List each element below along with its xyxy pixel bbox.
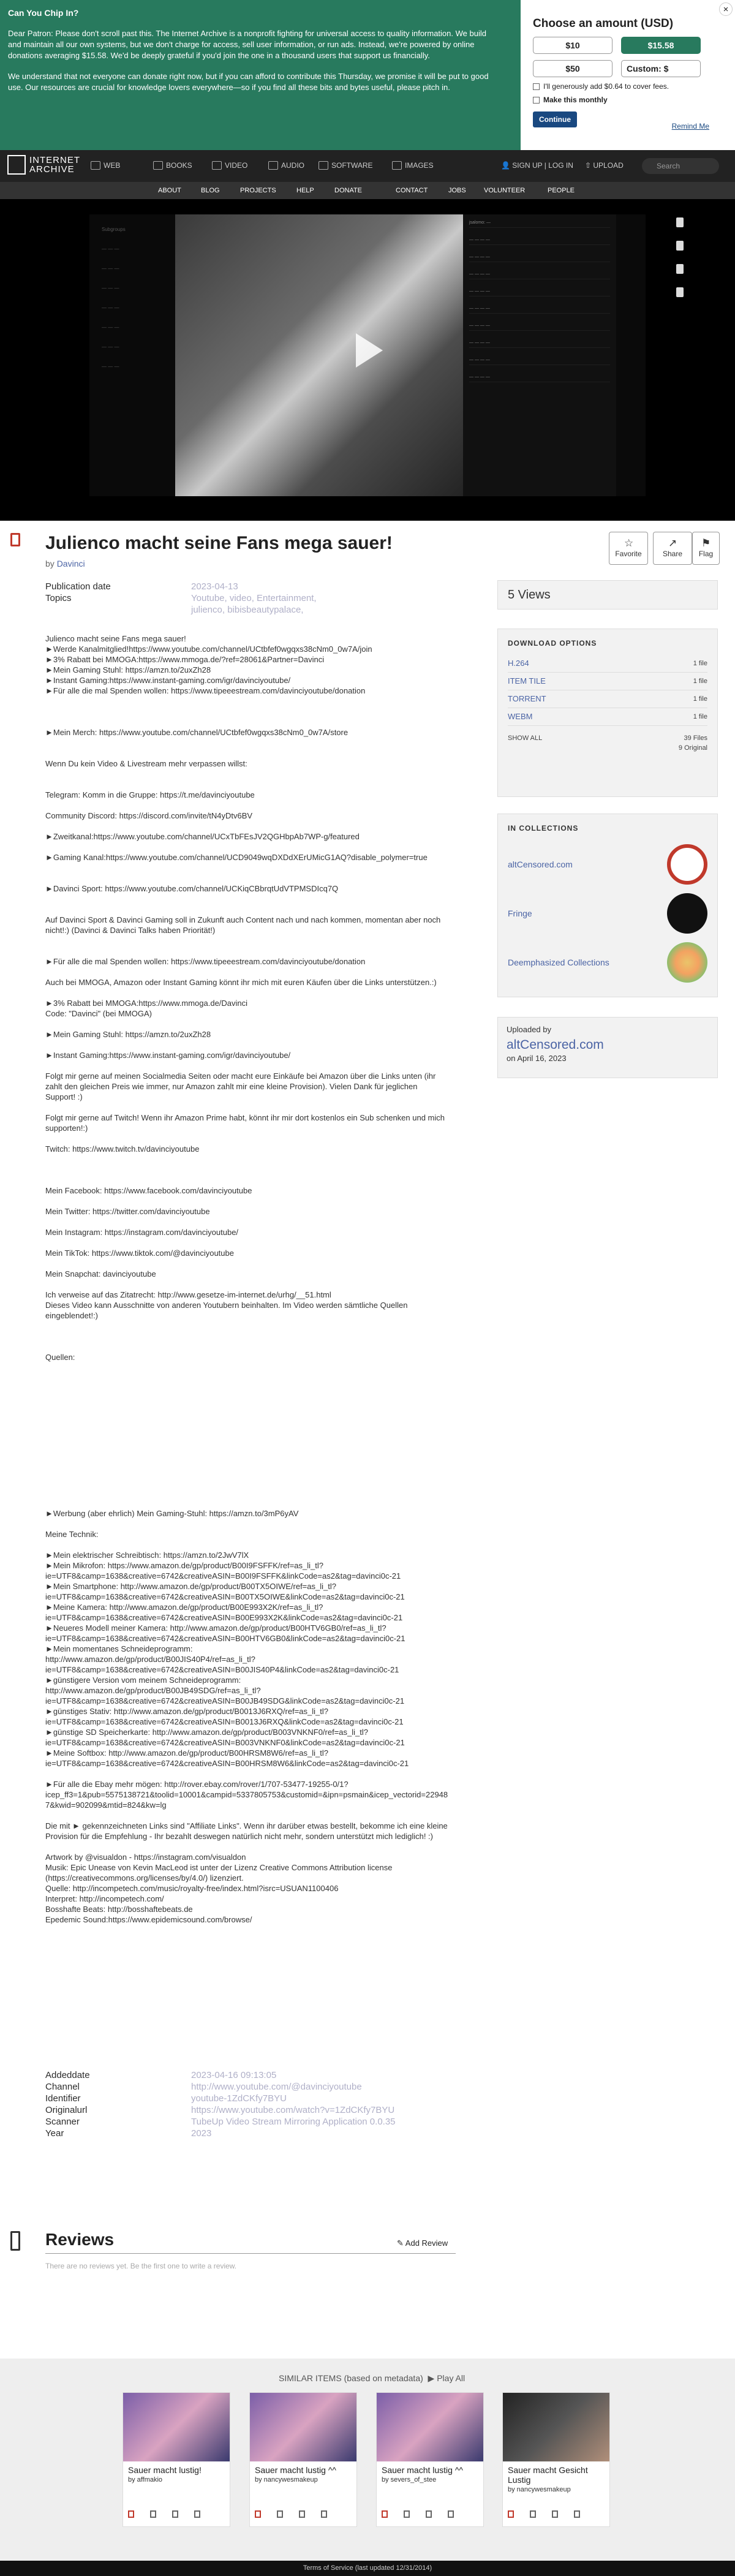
similar-card[interactable] [249,2392,357,2527]
in-collections [497,814,718,997]
signup-login-link[interactable]: 👤 SIGN UP | LOG IN [501,161,573,170]
sub-nav [0,182,735,199]
theatre-tools [676,217,684,311]
comment-line: — — — — [469,238,610,245]
download-h264-link[interactable]: H.264 [508,659,529,668]
donation-banner [0,0,735,150]
nav-books[interactable] [153,161,192,170]
reviews-icon [194,2510,200,2518]
cover-fees-checkbox[interactable] [533,82,723,91]
card-thumbnail [123,2393,230,2461]
nav-web[interactable] [91,161,120,170]
meta-value: TubeUp Video Stream Mirroring Application 0.0.35 [191,2117,396,2127]
card-uploader: by nancywesmakeup [255,2476,318,2483]
tool-icon[interactable] [676,217,684,227]
nav-video[interactable] [212,161,247,170]
meta-key: Channel [45,2082,80,2092]
nav-software[interactable] [318,161,373,170]
nav-video-label: VIDEO [225,161,248,170]
uploaded-by [497,1017,718,1078]
download-itemtile-link[interactable]: ITEM TILE [508,676,546,686]
video-player[interactable] [89,214,646,496]
card-stats [255,2510,327,2518]
card-title: Sauer macht lustig ^^ [382,2465,463,2475]
reviews-title: Reviews [45,2230,115,2249]
file-count: 1 file [693,695,707,703]
play-all-link[interactable]: Play All [437,2373,466,2383]
audio-icon [268,161,278,170]
comment-line: — — — — [469,255,610,262]
views-icon [404,2510,410,2518]
nav-software-label: SOFTWARE [331,161,373,170]
amount-50-button[interactable]: $50 [533,60,612,77]
card-uploader: by nancywesmakeup [508,2486,571,2493]
collection-link[interactable]: altCensored.com [508,859,573,869]
by-label: by [45,559,55,568]
logo-line-2: ARCHIVE [29,164,75,175]
nav-books-label: BOOKS [166,161,192,170]
reviews-icon [10,2231,20,2251]
left-list-item: — — — [102,266,119,271]
building-icon [7,155,26,175]
item-description: Julienco macht seine Fans mega sauer! ►Werde Kanalmitglied!https://www.youtube.com/channel/UCtbfef0wgqxs38cNm0_0w7A/join ►3% Rabatt bei MMOGA:https://www.mmoga.de/?ref=28061&Partner=Davinci ►Mein Gaming Stuhl: https://amzn.to/2uxZh28 ►Instant Gaming:https://www.instant-gaming.com/igr/davinciyoutube/ ►Für alle die mal Spenden wollen: https://www.tipeeestream.com/davinciyoutube/donation ►Mein Merch: https://www.youtube.com/channel/UCtbfef0wgqxs38cNm0_0w7A/store Wenn Du kein Video & Livestream mehr verpassen willst: Telegram: Komm in die Gruppe: https://t.me/davinciyoutube Community Discord: https://discord.com/invite/tN4yDtv6BV ►Zweitkanal:https://www.youtube.com/channel/UCxTbFEsJV2QGHbpAb7WP-g/featured ►Gaming Kanal:https://www.youtube.com/channel/UCD9049wqDXDdXErUMicG1AQ?disable_polymer=true ►Davinci Sport: https://www.youtube.com/channel/UCKiqCBbrqtUdVTPMSDIcq7Q Auf Davinci Sport & Davinci Gaming soll in Zukunft auch Content nach und nach kommen, momentan aber noch nicht!:) (Davinci & Davinci Talks haben Priorität!) ►Für alle die mal Spenden wollen: https://www.tipeeestream.com/davinciyoutube/donation Auch bei MMOGA, Amazon oder Instant Gaming könnt ihr mich mit euren Käufen über die Links unterstützen.:) ►3% Rabatt bei MMOGA:https://www.mmoga.de/Davinci Code: "Davinci" (bei MMOGA) ►Mein Gaming Stuhl: https://amzn.to/2uxZh28 ►Instant Gaming:https://www.instant-gaming.com/igr/davinciyoutube/ Folgt mir gerne auf meinen Socialmedia Seiten oder macht eure Einkäufe bei Amazon über die Links unten (ihr zahlt den gleichen Preis wie immer, nur Amazon zahlt mir eine kleine Provision). Vielen Dank für jeglichen Support! :) Folgt mir gerne auf Twitch! Wenn ihr Amazon Prime habt, könnt ihr mir dort kostenlos ein Sub schenken und mich supporten!:) Twitch: https://www.twitch.tv/davinciyoutube Mein Facebook: https://www.facebook.com/davinciyoutube Mein Twitter: https://twitter.com/davinciyoutube Mein Instagram: https://instagram.com/davinciyoutube/ Mein TikTok: https://www.tiktok.com/@davinciyoutube Mein Snapchat: davinciyoutube Ich verweise auf das Zitatrecht: http://www.gesetze-im-internet.de/urhg/__51.html Dieses Video kann Ausschnitte von anderen Youtubern beinhalten. Im Video werden sämtliche Quellen eingeblendet!:) Quellen: ►Werbung (aber ehrlich) Mein Gaming-Stuhl: https://amzn.to/3mP6yAV Meine Technik: ►Mein elektrischer Schreibtisch: https://amzn.to/2JwV7lX ►Mein Mikrofon: https://www.amazon.de/gp/product/B00I9FSFFK/ref=as_li_tl?ie=UTF8&camp=1638&creative=6742&creativeASIN=B00I9FSFFK&linkCode=as2&tag=davinci0c-21 ►Mein Smartphone: http://www.amazon.de/gp/product/B00TX5OIWE/ref=as_li_tl?ie=UTF8&camp=1638&creative=6742&creativeASIN=B00TX5OIWE&linkCode=as2&tag=davinci0c-21 ►Meine Kamera: http://www.amazon.de/gp/product/B00E993X2K/ref=as_li_tl?ie=UTF8&camp=1638&creative=6742&creativeASIN=B00E993X2K&linkCode=as2&tag=davinci0c-21 ►Neueres Modell meiner Kamera: http://www.amazon.de/gp/product/B00HTV6GB0/ref=as_li_tl?ie=UTF8&camp=1638&creative=6742&creativeASIN=B00HTV6GB0&linkCode=as2&tag=davinci0c-21 ►Mein momentanes Schneideprogramm: http://www.amazon.de/gp/product/B00JIS40P4/ref=as_li_tl?ie=UTF8&camp=1638&creative=6742&creativeASIN=B00JIS40P4&linkCode=as2&tag=davinci0c-21 ►günstigere Version vom meinem Schneideprogramm: http://www.amazon.de/gp/product/B00JB49SDG/ref=as_li_tl?ie=UTF8&camp=1638&creative=6742&creativeASIN=B00JB49SDG&linkCode=as2&tag=davinci0c-21 ►günstiges Stativ: http://www.amazon.de/gp/product/B0013J6RXQ/ref=as_li_tl?ie=UTF8&camp=1638&creative=6742&creativeASIN=B0013J6RXQ&linkCode=as2&tag=davinci0c-21 ►günstige SD Speicherkarte: http://www.amazon.de/gp/product/B003VNKNF0/ref=as_li_tl?ie=UTF8&camp=1638&creative=6742&creativeASIN=B003VNKNF0&linkCode=as2&tag=davinci0c-21 ►Meine Softbox: http://www.amazon.de/gp/product/B00HRSM8W6/ref=as_li_tl?ie=UTF8&camp=1638&creative=6742&creativeASIN=B00HRSM8W6&linkCode=as2&tag=davinci0c-21 ►Für alle die Ebay mehr mögen: http://rover.ebay.com/rover/1/707-53477-19255-0/1?icep_ff3=1&pub=5575138721&toolid=10001&campid=5337805753&customid=&ipn=psmain&icep_vectorid=229487&kwid=902099&mtid=824&kw=lg Die mit ► gekennzeichneten Links sind "Affiliate Links". Wenn ihr darüber etwas bestellt, bekomme ich eine kleine Provision für die Empfehlung - Ihr bezahlt deswegen natürlich nicht mehr, sondern unterstützt mich lediglich! :) Artwork by @visualdon - https://instagram.com/visualdon Musik: Epic Unease von Kevin MacLeod ist unter der Lizenz Creative Commons Attribution license (https://creativecommons.org/licenses/by/4.0/) lizenziert. Quelle: http://incompetech.com/music/royalty-free/index.html?isrc=USUAN1100406 Interpret: http://incompetech.com/ Bosshafte Beats: http://bosshaftebeats.de Epedemic Sound:https://www.epidemicsound.com/browse/ [45,634,448,1924]
meta-key: Identifier [45,2093,81,2104]
files-count: 39 Files [684,735,707,742]
add-review-button[interactable]: ✎ Add Review [397,2238,448,2248]
uploader-link[interactable]: altCensored.com [507,1038,604,1052]
flag-label: Flag [698,550,714,558]
comment-line: — — — — [469,272,610,279]
images-icon [392,161,402,170]
footer-terms[interactable]: Terms of Service (last updated 12/31/2014) [0,2561,735,2576]
comment-line: — — — — [469,358,610,365]
left-list-item: Subgroups [102,227,126,232]
nav-images-label: IMAGES [405,161,434,170]
favorites-icon [299,2510,305,2518]
web-icon [91,161,100,170]
books-icon [153,161,163,170]
amount-15-button[interactable]: $15.58 [621,37,701,54]
subnav-donate[interactable]: DONATE [334,187,363,194]
show-all-link[interactable]: SHOW ALL [508,735,543,742]
file-count: 1 file [693,713,707,720]
card-thumbnail [503,2393,609,2461]
tool-icon[interactable] [676,287,684,297]
reviews-icon [321,2510,327,2518]
player-left-list [102,227,163,383]
movie-icon [128,2510,134,2518]
card-stats [508,2510,580,2518]
download-heading: DOWNLOAD OPTIONS [508,639,597,648]
left-list-item: — — — [102,344,119,350]
movie-icon [255,2510,261,2518]
favorite-label: Favorite [615,550,642,558]
star-icon: ☆ [624,537,634,549]
donation-para-2: We understand that not everyone can donate right now, but if you can afford to contribute this Thursday, we promise it will be put to good use. Our resources are crucial for knowledge lovers everywhere—so if you find all these bits and bytes useful, please pitch in. [8,72,489,92]
flag-icon: ⚑ [701,537,711,549]
video-frame [175,214,469,496]
original-url-link[interactable]: https://www.youtube.com/watch?v=1ZdCKfy7BYU [191,2105,395,2115]
collection-item[interactable] [508,889,707,938]
original-count: 9 Original [678,744,707,752]
download-row [508,708,707,726]
left-list-item: — — — [102,325,119,330]
nav-audio-label: AUDIO [281,161,305,170]
topics-value[interactable]: Youtube, video, Entertainment, julienco, bibisbeautypalace, [191,593,317,615]
comment-line: — — — — [469,323,610,331]
archive-logo[interactable] [7,155,80,175]
subnav-blog[interactable]: BLOG [201,187,220,194]
no-reviews-text: There are no reviews yet. Be the first one to write a review. [45,2262,237,2270]
video-icon [212,161,222,170]
donation-panel [521,0,735,150]
download-torrent-link[interactable]: TORRENT [508,694,546,703]
download-row [508,690,707,708]
item-metadata [45,581,320,616]
card-thumbnail [377,2393,483,2461]
comment-line: jsalomo: — [469,221,610,228]
download-row [508,655,707,673]
comment-line: — — — — [469,341,610,348]
download-options [497,629,718,797]
similar-card[interactable] [123,2392,230,2527]
meta-key: Year [45,2128,64,2139]
meta-key: Addeddate [45,2070,90,2080]
views-icon [150,2510,156,2518]
donation-text [8,28,489,103]
upload-label: UPLOAD [593,161,624,170]
add-review-label: Add Review [405,2238,448,2248]
comment-line: — — — — [469,289,610,297]
fringe-thumb [667,893,707,934]
continue-button[interactable]: Continue [533,111,577,127]
top-nav [0,150,735,182]
download-row [508,673,707,690]
file-count: 1 file [693,660,707,667]
collection-item[interactable] [508,840,707,889]
subnav-about[interactable]: ABOUT [158,187,181,194]
left-list-item: — — — [102,246,119,252]
remind-me-link[interactable]: Remind Me [671,122,709,130]
cover-fees-label: I'll generously add $0.64 to cover fees. [543,82,669,91]
card-uploader: by severs_of_stee [382,2476,437,2483]
video-theatre [0,199,735,521]
play-icon[interactable] [356,333,383,368]
close-icon[interactable]: × [719,2,733,16]
meta-key: Scanner [45,2117,80,2127]
uploaded-by-label: Uploaded by [507,1025,551,1034]
collection-link[interactable]: Deemphasized Collections [508,958,609,967]
share-button[interactable] [653,532,692,565]
card-uploader: by affmakio [128,2476,163,2483]
similar-heading-label: SIMILAR ITEMS (based on metadata) [279,2373,423,2383]
subnav-volunteer[interactable]: VOLUNTEER [484,187,526,194]
collection-link[interactable]: Fringe [508,908,532,918]
author-link[interactable]: Davinci [56,559,85,568]
similar-heading: SIMILAR ITEMS (based on metadata) ▶ Play All [279,2373,466,2383]
card-title: Sauer macht lustig ^^ [255,2465,336,2475]
monthly-label: Make this monthly [543,96,608,104]
software-icon [318,161,328,170]
favorites-icon [552,2510,558,2518]
choose-amount-heading: Choose an amount (USD) [533,17,674,30]
topics-label: Topics [45,593,72,603]
collection-item[interactable] [508,938,707,987]
comment-line: — — — — [469,306,610,314]
comment-line: — — — — [469,375,610,382]
share-icon: ↗ [668,537,677,549]
item-extra-metadata [45,2069,450,2139]
nav-images[interactable] [392,161,434,170]
pubdate-value: 2023-04-13 [191,581,238,592]
donation-para-1: Dear Patron: Please don't scroll past this. The Internet Archive is a nonprofit fighting for universal access to quality information. We build and maintain all our own systems, but we don't charge for access, sell user information, or run ads. Instead, we're powered by online donations averaging $15.58. We'd be deeply grateful if you'd join the one in a thousand users that support us financially. [8,29,486,60]
item-author [45,559,85,568]
pubdate-label: Publication date [45,581,111,592]
nav-audio[interactable] [268,161,304,170]
custom-amount-input[interactable]: Custom: $ [621,60,701,77]
search-input[interactable]: Search [642,158,719,174]
subnav-contact[interactable]: CONTACT [396,187,428,194]
deemphasized-thumb [667,942,707,983]
left-list-item: — — — [102,285,119,291]
tool-icon[interactable] [676,241,684,251]
collections-heading: IN COLLECTIONS [508,824,579,833]
amount-grid [533,37,723,77]
meta-value: youtube-1ZdCKfy7BYU [191,2093,287,2104]
channel-link[interactable]: http://www.youtube.com/@davinciyoutube [191,2082,362,2092]
amount-10-button[interactable]: $10 [533,37,612,54]
card-thumbnail [250,2393,356,2461]
similar-card[interactable] [502,2392,610,2527]
nav-web-label: WEB [104,161,121,170]
download-webm-link[interactable]: WEBM [508,712,533,721]
similar-card[interactable] [376,2392,484,2527]
favorites-icon [172,2510,178,2518]
movie-icon [10,533,20,546]
player-comments [463,214,616,496]
reviews-icon [448,2510,454,2518]
favorites-icon [426,2510,432,2518]
checkbox-box [533,83,540,90]
left-list-item: — — — [102,305,119,311]
card-title: Sauer macht lustig! [128,2465,202,2475]
subnav-projects[interactable]: PROJECTS [240,187,276,194]
card-title: Sauer macht Gesicht Lustig [508,2465,588,2485]
tool-icon[interactable] [676,264,684,274]
monthly-checkbox[interactable] [533,96,723,104]
altcensored-thumb [667,844,707,885]
file-count: 1 file [693,678,707,685]
upload-link[interactable]: ⇧ UPLOAD [585,161,624,170]
views-icon [277,2510,283,2518]
favorite-button[interactable] [609,532,648,565]
logo-line-1: INTERNET [29,155,80,165]
item-title: Julienco macht seine Fans mega sauer! [45,533,393,553]
subnav-help[interactable]: HELP [296,187,314,194]
uploaded-date: on April 16, 2023 [507,1054,567,1063]
movie-icon [508,2510,514,2518]
meta-value: 2023 [191,2128,212,2139]
subnav-people[interactable]: PEOPLE [548,187,575,194]
subnav-jobs[interactable]: JOBS [448,187,466,194]
similar-items [0,2359,735,2561]
card-stats [382,2510,454,2518]
reviews-divider [45,2253,456,2254]
share-label: Share [662,550,683,558]
views-count: 5 Views [497,580,718,610]
left-list-item: — — — [102,364,119,369]
meta-value: 2023-04-16 09:13:05 [191,2070,277,2080]
donation-title: Can You Chip In? [8,8,79,18]
flag-button[interactable] [692,532,720,565]
movie-icon [382,2510,388,2518]
signup-label: SIGN UP | LOG IN [512,161,573,170]
show-all-row [508,735,707,742]
checkbox-box [533,97,540,104]
views-icon [530,2510,536,2518]
reviews-icon [574,2510,580,2518]
card-stats [128,2510,200,2518]
meta-key: Originalurl [45,2105,88,2115]
